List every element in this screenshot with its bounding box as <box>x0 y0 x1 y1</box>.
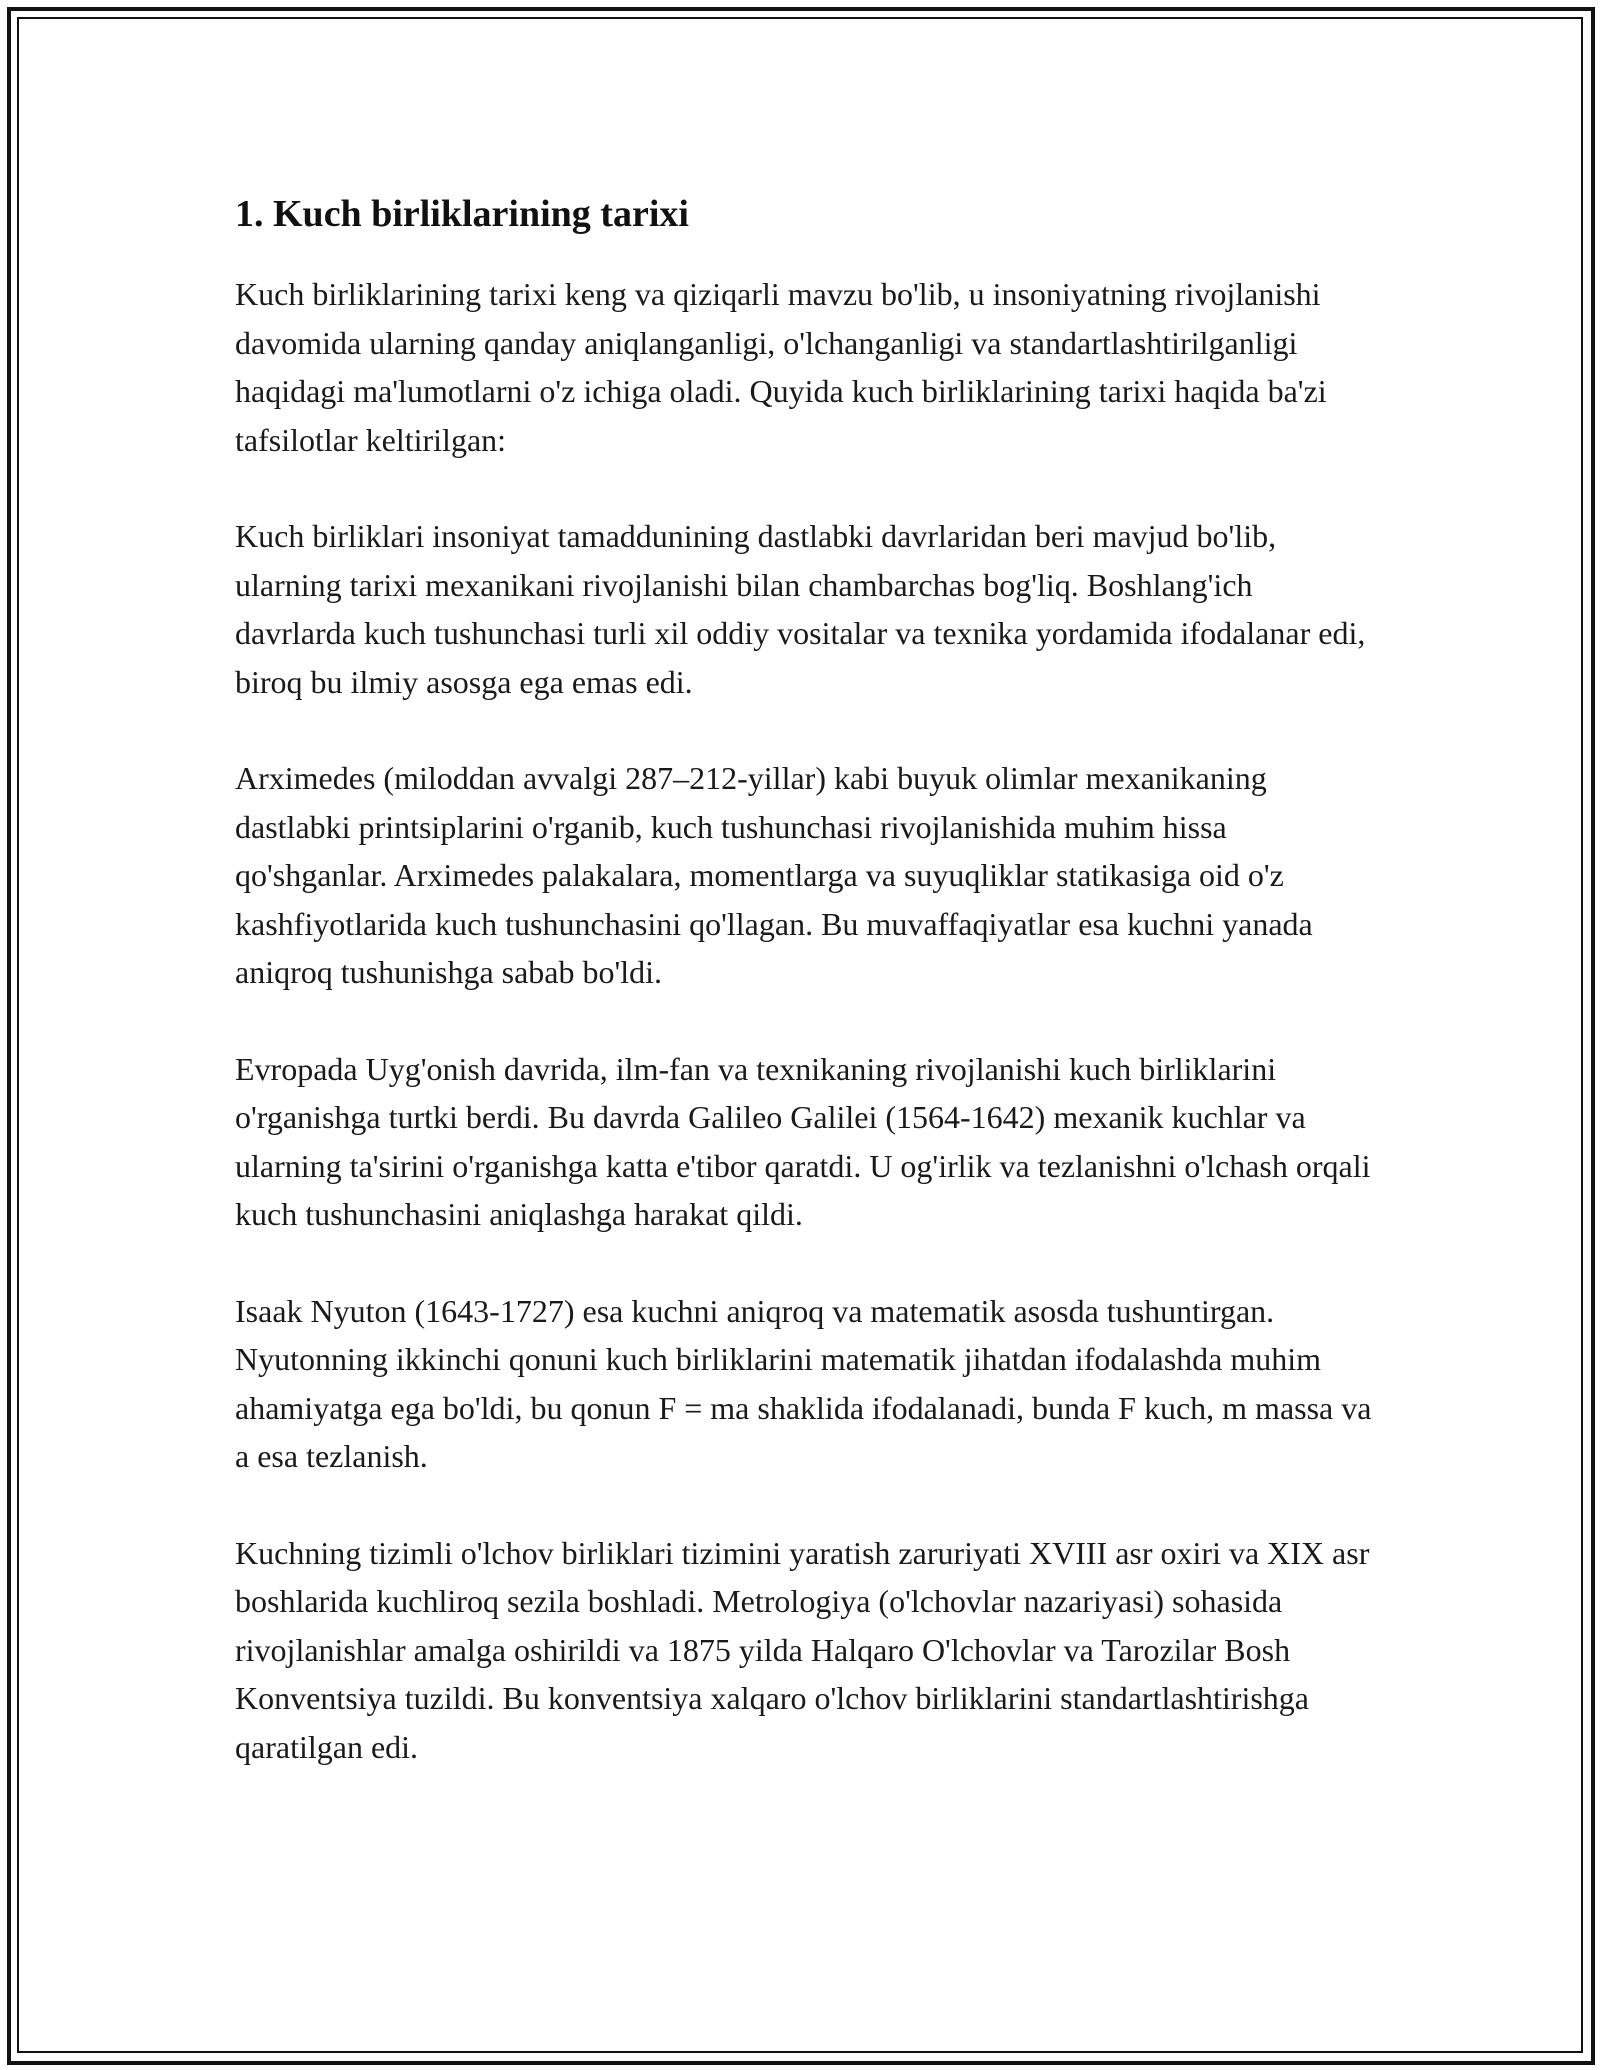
paragraph-metrology: Kuchning tizimli o'lchov birliklari tizimini yaratish zaruriyati XVIII asr oxiri va XIX asr boshlarida kuchliroq sezila boshladi. Metrologiya (o'lchovlar nazariyasi) sohasida rivojlanishlar amalga oshirildi va 1875 yilda Halqaro O'lchovlar va Tarozilar Bosh Konventsiya tuzildi. Bu konventsiya xalqaro o'lchov birliklarini standartlashtirishga qaratilgan edi. <box>235 1534 1370 1765</box>
paragraph-early-history: Kuch birliklari insoniyat tamaddunining dastlabki davrlaridan beri mavjud bo'lib, ularning tarixi mexanikani rivojlanishi bilan chambarchas bog'liq. Boshlang'ich davrlarda kuch tushunchasi turli xil oddiy vositalar va texnika yordamida ifodalanar edi, biroq bu ilmiy asosga ega emas edi. <box>235 518 1366 700</box>
paragraph-archimedes: Arximedes (miloddan avvalgi 287–212-yillar) kabi buyuk olimlar mexanikaning dastlabki printsiplarini o'rganib, kuch tushunchasi rivojlanishida muhim hissa qo'shganlar. Arximedes palakalara, momentlarga va suyuqliklar statikasiga oid o'z kashfiyotlarida kuch tushunchasini qo'llagan. Bu muvaffaqiyatlar esa kuchni yanada aniqroq tushunishga sabab bo'ldi. <box>235 760 1313 990</box>
section-heading: 1. Kuch birliklarining tarixi <box>235 193 689 235</box>
paragraph-renaissance: Evropada Uyg'onish davrida, ilm-fan va texnikaning rivojlanishi kuch birliklarini o'rganishga turtki berdi. Bu davrda Galileo Galilei (1564-1642) mexanik kuchlar va ularning ta'sirini o'rganishga katta e'tibor qaratdi. U og'irlik va tezlanishni o'lchash orqali kuch tushunchasini aniqlashga harakat qildi. <box>235 1050 1371 1232</box>
paragraph-intro: Kuch birliklarining tarixi keng va qiziqarli mavzu bo'lib, u insoniyatning rivojlanishi davomida ularning qanday aniqlanganligi, o'lchanganligi va standartlashtirilganligi haqidagi ma'lumotlarni o'z ichiga oladi. Quyida kuch birliklarining tarixi haqida ba'zi tafsilotlar keltirilgan: <box>235 276 1327 458</box>
document-body <box>235 188 1375 1819</box>
paragraph-newton: Isaak Nyuton (1643-1727) esa kuchni aniqroq va matematik asosda tushuntirgan. Nyutonning ikkinchi qonuni kuch birliklarini matematik jihatdan ifodalashda muhim ahamiyatga ega bo'ldi, bu qonun F = ma shaklida ifodalanadi, bunda F kuch, m massa va a esa tezlanish. <box>235 1292 1372 1474</box>
